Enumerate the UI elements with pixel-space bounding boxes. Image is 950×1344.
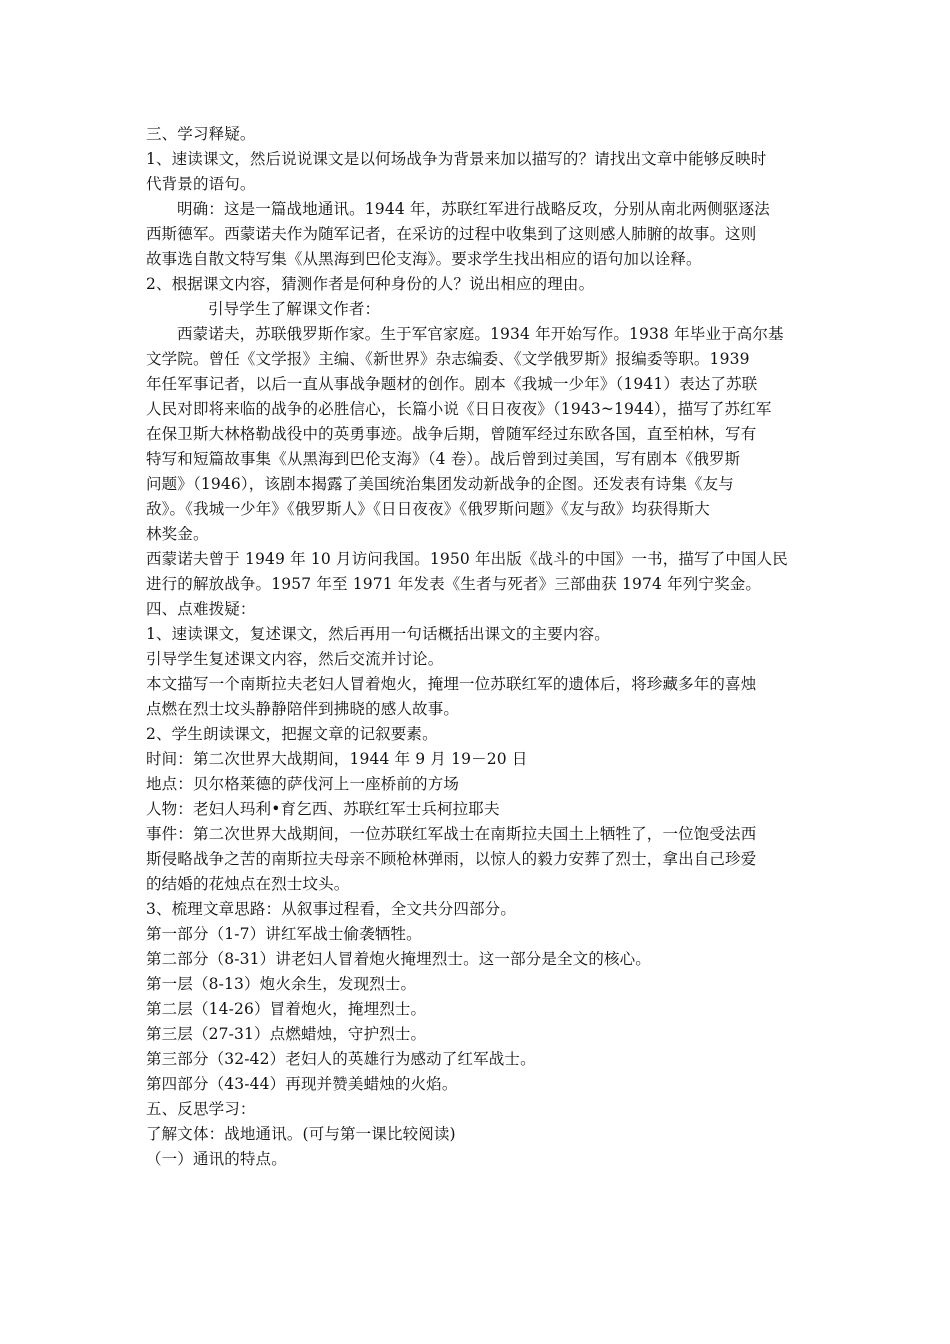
text-line: （一）通讯的特点。 [146, 1150, 287, 1168]
text-line: 敌》。《我城一少年》《俄罗斯人》《日日夜夜》《俄罗斯问题》《友与敌》均获得斯大 [146, 500, 710, 518]
text-line: 故事选自散文特写集《从黑海到巴伦支海》。要求学生找出相应的语句加以诠释。 [146, 250, 702, 268]
text-line: 斯侵略战争之苦的南斯拉夫母亲不顾枪林弹雨，以惊人的毅力安葬了烈士，拿出自己珍爱 [146, 850, 757, 868]
text-line: 点燃在烈士坟头静静陪伴到拂晓的感人故事。 [146, 700, 460, 718]
text-line: 人物：老妇人玛利•育乞西、苏联红军士兵柯拉耶夫 [146, 800, 500, 818]
text-line: 西蒙诺夫曾于 1949 年 10 月访问我国。1950 年出版《战斗的中国》一书，描写了中国人民 [146, 550, 788, 568]
text-line: 三、学习释疑。 [146, 125, 256, 143]
text-line: 第一部分（1-7）讲红军战士偷袭牺牲。 [146, 925, 422, 943]
text-line: 2、根据课文内容，猜测作者是何种身份的人？说出相应的理由。 [146, 275, 595, 293]
text-line: 本文描写一个南斯拉夫老妇人冒着炮火，掩埋一位苏联红军的遗体后，将珍藏多年的喜烛 [146, 675, 757, 693]
text-line: 第二层（14-26）冒着炮火，掩埋烈士。 [146, 1000, 427, 1018]
text-line: 第一层（8-13）炮火余生，发现烈士。 [146, 975, 417, 993]
text-line: 西斯德军。西蒙诺夫作为随军记者，在采访的过程中收集到了这则感人肺腑的故事。这则 [146, 225, 757, 243]
text-line: 了解文体：战地通讯。(可与第一课比较阅读) [146, 1125, 456, 1143]
text-line: 地点：贝尔格莱德的萨伐河上一座桥前的方场 [146, 775, 460, 793]
text-line: 第三层（27-31）点燃蜡烛，守护烈士。 [146, 1025, 427, 1043]
text-line: 林奖金。 [146, 525, 209, 543]
text-line: 第四部分（43-44）再现并赞美蜡烛的火焰。 [146, 1075, 458, 1093]
text-line: 引导学生了解课文作者： [208, 300, 381, 318]
text-line: 文学院。曾任《文学报》主编、《新世界》杂志编委、《文学俄罗斯》报编委等职。1939 [146, 350, 750, 368]
text-line: 时间：第二次世界大战期间，1944 年 9 月 19－20 日 [146, 750, 528, 768]
text-line: 特写和短篇故事集《从黑海到巴伦支海》（4 卷）。战后曾到过美国，写有剧本《俄罗斯 [146, 450, 741, 468]
text-line: 在保卫斯大林格勒战役中的英勇事迹。战争后期，曾随军经过东欧各国，直至柏林，写有 [146, 425, 757, 443]
text-line: 1、速读课文，复述课文，然后再用一句话概括出课文的主要内容。 [146, 625, 610, 643]
text-line: 问题》（1946），该剧本揭露了美国统治集团发动新战争的企图。还发表有诗集《友与 [146, 475, 734, 493]
text-line: 3、梳理文章思路：从叙事过程看，全文共分四部分。 [146, 900, 516, 918]
text-line: 明确：这是一篇战地通讯。1944 年，苏联红军进行战略反攻，分别从南北两侧驱逐法 [177, 200, 770, 218]
text-line: 的结婚的花烛点在烈士坟头。 [146, 875, 350, 893]
text-line: 1、速读课文，然后说说课文是以何场战争为背景来加以描写的？请找出文章中能够反映时 [146, 150, 767, 168]
text-line: 四、点难拨疑： [146, 600, 256, 618]
text-line: 2、学生朗读课文，把握文章的记叙要素。 [146, 725, 438, 743]
text-line: 第二部分（8-31）讲老妇人冒着炮火掩埋烈士。这一部分是全文的核心。 [146, 950, 651, 968]
text-line: 人民对即将来临的战争的必胜信心，长篇小说《日日夜夜》（1943~1944），描写了苏红军 [146, 400, 772, 418]
text-line: 事件：第二次世界大战期间，一位苏联红军战士在南斯拉夫国土上牺牲了，一位饱受法西 [146, 825, 757, 843]
document-page [146, 122, 818, 1172]
text-line: 代背景的语句。 [146, 175, 256, 193]
text-line: 年任军事记者，以后一直从事战争题材的创作。剧本《我城一少年》（1941）表达了苏联 [146, 375, 758, 393]
text-line: 进行的解放战争。1957 年至 1971 年发表《生者与死者》三部曲获 1974 年列宁奖金。 [146, 575, 762, 593]
text-line: 引导学生复述课文内容，然后交流并讨论。 [146, 650, 444, 668]
text-line: 西蒙诺夫，苏联俄罗斯作家。生于军官家庭。1934 年开始写作。1938 年毕业于高尔基 [177, 325, 784, 343]
text-line: 五、反思学习： [146, 1100, 256, 1118]
text-line: 第三部分（32-42）老妇人的英雄行为感动了红军战士。 [146, 1050, 536, 1068]
